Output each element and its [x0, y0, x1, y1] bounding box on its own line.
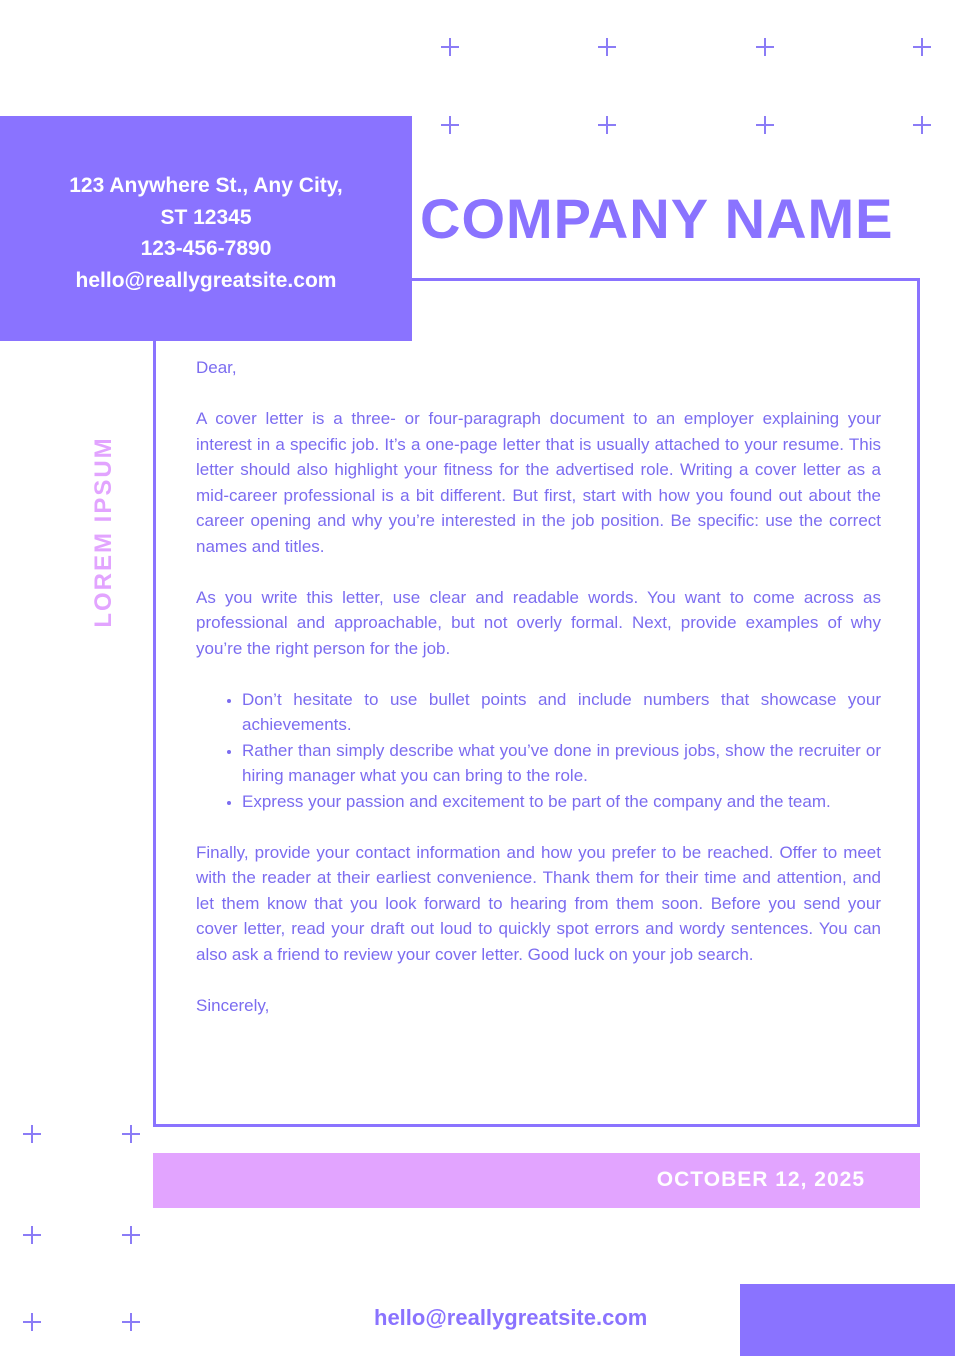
plus-decoration	[598, 116, 616, 134]
letter-paragraph: As you write this letter, use clear and readable words. You want to come across as professional and approachable, but not overly formal. Next, provide examples of why you’re the right person for the job.	[196, 587, 881, 658]
letter-body	[196, 355, 881, 1044]
footer-email[interactable]: hello@reallygreatsite.com	[374, 1305, 648, 1330]
letter-date: OCTOBER 12, 2025	[656, 1168, 865, 1191]
plus-decoration	[122, 1226, 140, 1244]
side-label: LOREM IPSUM	[90, 436, 117, 628]
corner-decoration-block	[740, 1284, 955, 1356]
plus-decoration	[756, 116, 774, 134]
letter-paragraph: A cover letter is a three- or four-paragraph document to an employer explaining your interest in a specific job. It’s a one-page letter that is usually attached to your resume. This letter should also highlight your fitness for the advertised role. Writing a cover letter as a mid-career professional is a bit different. But first, start with how you found out about the career opening and why you’re interested in the job position. Be specific: use the correct names and titles.	[196, 409, 881, 556]
contact-email[interactable]: hello@reallygreatsite.com	[75, 268, 337, 292]
address-line-2: ST 12345	[160, 205, 252, 229]
plus-decoration	[23, 1125, 41, 1143]
phone-number: 123-456-7890	[140, 237, 272, 260]
plus-decoration	[122, 1125, 140, 1143]
plus-decoration	[598, 38, 616, 56]
plus-decoration	[441, 116, 459, 134]
bullet-item: • Express your passion and excitement to be part of the company and the team.	[242, 789, 881, 815]
plus-decoration	[441, 38, 459, 56]
plus-decoration	[756, 38, 774, 56]
plus-decoration	[913, 38, 931, 56]
letter-greeting: Dear,	[196, 358, 237, 377]
address-line-1: 123 Anywhere St., Any City,	[69, 174, 343, 197]
letter-closing: Sincerely,	[196, 995, 270, 1015]
company-name: COMPANY NAME	[420, 187, 894, 250]
plus-decoration	[23, 1313, 41, 1331]
bullet-item: • Rather than simply describe what you’ve done in previous jobs, show the recruiter or hiring manager what you can bring to the role.	[242, 738, 881, 789]
letter-paragraph: Finally, provide your contact information and how you prefer to be reached. Offer to meet with the reader at their earliest convenience. Thank them for their time and attention, and let them know that you look forward to hearing from them soon. Before you send your cover letter, read your draft out loud to quickly spot errors and wordy sentences. You can also ask a friend to review your cover letter. Good luck on your job search.	[196, 842, 881, 964]
plus-decoration	[913, 116, 931, 134]
bullet-item: • Don’t hesitate to use bullet points and include numbers that showcase your achievements.	[242, 687, 881, 738]
date-bar	[153, 1153, 920, 1208]
plus-decoration	[23, 1226, 41, 1244]
bullet-list	[196, 687, 881, 815]
contact-box	[0, 116, 412, 341]
plus-decoration	[122, 1313, 140, 1331]
